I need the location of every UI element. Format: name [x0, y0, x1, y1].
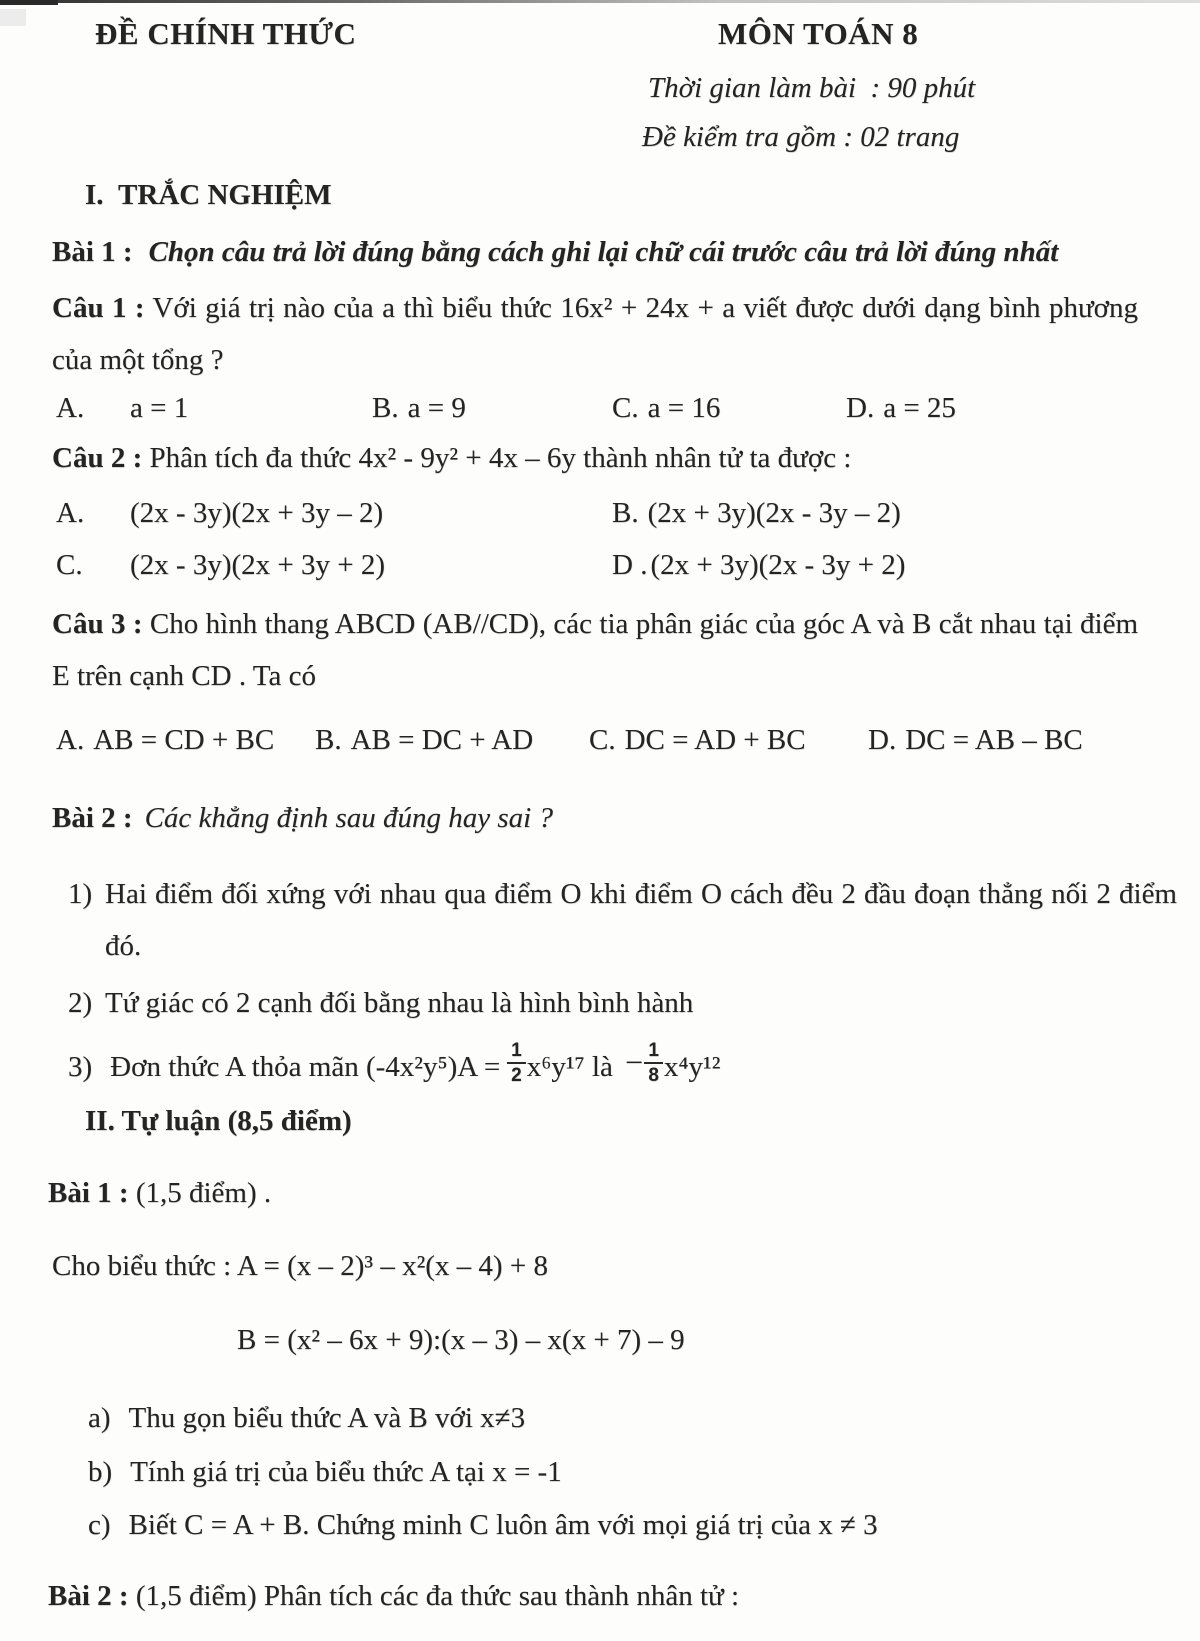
cau1-option-d-letter: D.	[846, 392, 875, 424]
cau3-options-row	[0, 722, 1200, 764]
cau2-option-c-letter: C.	[56, 549, 83, 581]
cau2-option-c-text: (2x - 3y)(2x + 3y + 2)	[130, 549, 385, 581]
cau3-option-b-letter: B.	[315, 724, 342, 756]
cau1-text: Với giá trị nào của a thì biểu thức 16x² + 24x + a viết được dưới dạng bình phương của một tổng ?	[52, 292, 1138, 376]
tl-bai1-intro: Cho biểu thức : A = (x – 2)³ – x²(x – 4) + 8	[52, 1250, 548, 1282]
cau2-option-b-letter: B.	[612, 497, 639, 529]
tl-bai1-label: Bài 1 :	[48, 1177, 129, 1209]
cau3-text: Cho hình thang ABCD (AB//CD), các tia phân giác của góc A và B cắt nhau tại điểm E trên cạnh CD . Ta có	[52, 608, 1139, 692]
cau2-option-d-text: (2x + 3y)(2x - 3y + 2)	[650, 549, 906, 581]
cau3-option-b	[315, 722, 533, 760]
bai2-item-3-pre: Đơn thức A thỏa mãn (-4x²y⁵)A =	[110, 1050, 501, 1083]
cau1-option-b-text: a = 9	[407, 392, 466, 424]
bai2-item-3	[68, 1040, 721, 1093]
cau1-option-d-text: a = 25	[883, 392, 956, 424]
tl-bai1-part-c-letter: c)	[88, 1509, 111, 1541]
tl-bai1-points: (1,5 điểm) .	[135, 1177, 272, 1209]
cau2-option-a-text: (2x - 3y)(2x + 3y – 2)	[130, 497, 384, 529]
cau1-option-a-text: a = 1	[130, 392, 189, 424]
tl-bai2-text: (1,5 điểm) Phân tích các đa thức sau thành nhân tử :	[135, 1580, 740, 1612]
cau3-label: Câu 3 :	[52, 608, 143, 640]
exam-type-label: ĐỀ CHÍNH THỨC	[95, 16, 357, 51]
minus-sign: –	[626, 1044, 642, 1077]
bai2-heading	[52, 800, 553, 838]
cau3-option-c	[589, 722, 806, 760]
tl-bai1-part-b	[88, 1454, 562, 1492]
cau3-question	[52, 598, 1138, 702]
cau3-option-d	[868, 722, 1083, 760]
cau3-option-b-text: AB = DC + AD	[350, 724, 534, 756]
cau2-option-b	[612, 495, 901, 533]
fraction-one-eighth-denominator: 8	[648, 1065, 659, 1087]
cau3-option-d-letter: D.	[868, 724, 897, 756]
section1-title: I. TRẮC NGHIỆM	[85, 179, 332, 211]
tl-bai1-heading	[48, 1175, 271, 1213]
bai2-item-3-number: 3)	[68, 1050, 93, 1083]
bai2-item-3-mid: x⁶y¹⁷ là	[526, 1050, 613, 1083]
cau3-option-c-letter: C.	[589, 724, 616, 756]
bai2-item-1	[68, 868, 1177, 972]
fraction-one-half	[507, 1040, 526, 1087]
cau3-option-c-text: DC = AD + BC	[624, 724, 806, 756]
cau2-option-c	[56, 547, 385, 585]
cau1-option-c-letter: C.	[612, 392, 639, 424]
cau3-option-a-text: AB = CD + BC	[93, 724, 275, 756]
scan-artifact-notch	[0, 9, 26, 26]
tl-bai1-part-a-letter: a)	[88, 1402, 111, 1434]
cau2-label: Câu 2 :	[52, 442, 143, 474]
bai2-item-2	[68, 977, 1177, 1029]
fraction-one-eighth	[644, 1040, 663, 1087]
cau3-option-a-letter: A.	[56, 724, 85, 756]
tl-bai1-part-c	[88, 1507, 878, 1545]
tl-bai1-part-c-text: Biết C = A + B. Chứng minh C luôn âm với mọi giá trị của x ≠ 3	[128, 1509, 878, 1541]
tl-bai1-part-b-text: Tính giá trị của biểu thức A tại x = -1	[130, 1456, 562, 1488]
section2-title: II. Tự luận (8,5 điểm)	[85, 1105, 352, 1137]
tl-bai1-part-b-letter: b)	[88, 1456, 113, 1488]
cau2-option-d	[612, 547, 905, 585]
cau1-question	[52, 282, 1138, 386]
bai1-heading	[52, 234, 1058, 272]
cau2-option-b-text: (2x + 3y)(2x - 3y – 2)	[647, 497, 901, 529]
cau1-option-d	[846, 390, 956, 428]
cau1-option-a	[56, 390, 188, 428]
cau1-label: Câu 1 :	[52, 292, 145, 324]
tl-bai1-part-a	[88, 1400, 525, 1438]
fraction-one-half-numerator: 1	[507, 1040, 526, 1064]
duration-text: Thời gian làm bài : 90 phút	[648, 72, 976, 104]
bai1-instruction: Chọn câu trả lời đúng bằng cách ghi lại chữ cái trước câu trả lời đúng nhất	[148, 236, 1059, 268]
bai2-label: Bài 2 :	[52, 802, 133, 834]
fraction-one-half-denominator: 2	[511, 1065, 522, 1087]
cau3-option-a	[56, 722, 274, 760]
fraction-one-eighth-numerator: 1	[644, 1040, 663, 1064]
tl-bai1-part-a-text: Thu gọn biểu thức A và B với x≠3	[128, 1402, 526, 1434]
cau1-option-b	[372, 390, 466, 428]
cau1-option-a-letter: A.	[56, 392, 85, 424]
cau1-option-c	[612, 390, 720, 428]
tl-bai1-expression-b: B = (x² – 6x + 9):(x – 3) – x(x + 7) – 9	[237, 1324, 685, 1356]
bai1-label: Bài 1 :	[52, 236, 133, 268]
bai2-item-3-post: x⁴y¹²	[663, 1050, 721, 1083]
bai2-item-2-number: 2)	[68, 987, 93, 1019]
cau2-option-d-letter: D .	[612, 549, 648, 581]
bai2-item-2-text: Tứ giác có 2 cạnh đối bằng nhau là hình bình hành	[105, 987, 694, 1019]
cau2-text: Phân tích đa thức 4x² - 9y² + 4x – 6y thành nhân tử ta được :	[149, 442, 852, 474]
cau2-options-row2	[0, 547, 1200, 589]
bai2-item-1-number: 1)	[68, 878, 93, 910]
cau1-options-row	[0, 390, 1200, 432]
pages-info-text: Đề kiểm tra gồm : 02 trang	[642, 121, 960, 153]
scan-artifact-corner	[0, 0, 58, 5]
cau1-option-b-letter: B.	[372, 392, 399, 424]
cau2-question	[52, 440, 851, 478]
cau3-option-d-text: DC = AB – BC	[905, 724, 1083, 756]
tl-bai2-label: Bài 2 :	[48, 1580, 129, 1612]
cau2-options-row1	[0, 495, 1200, 537]
tl-bai2-heading	[48, 1578, 739, 1616]
bai2-instruction: Các khẳng định sau đúng hay sai ?	[144, 802, 553, 834]
cau2-option-a	[56, 495, 383, 533]
cau1-option-c-text: a = 16	[647, 392, 721, 424]
bai2-item-1-text: Hai điểm đối xứng với nhau qua điểm O khi điểm O cách đều 2 đầu đoạn thẳng nối 2 điểm đó.	[105, 878, 1177, 962]
scan-artifact-top-edge	[0, 0, 1200, 3]
subject-title: MÔN TOÁN 8	[718, 16, 919, 51]
cau2-option-a-letter: A.	[56, 497, 85, 529]
